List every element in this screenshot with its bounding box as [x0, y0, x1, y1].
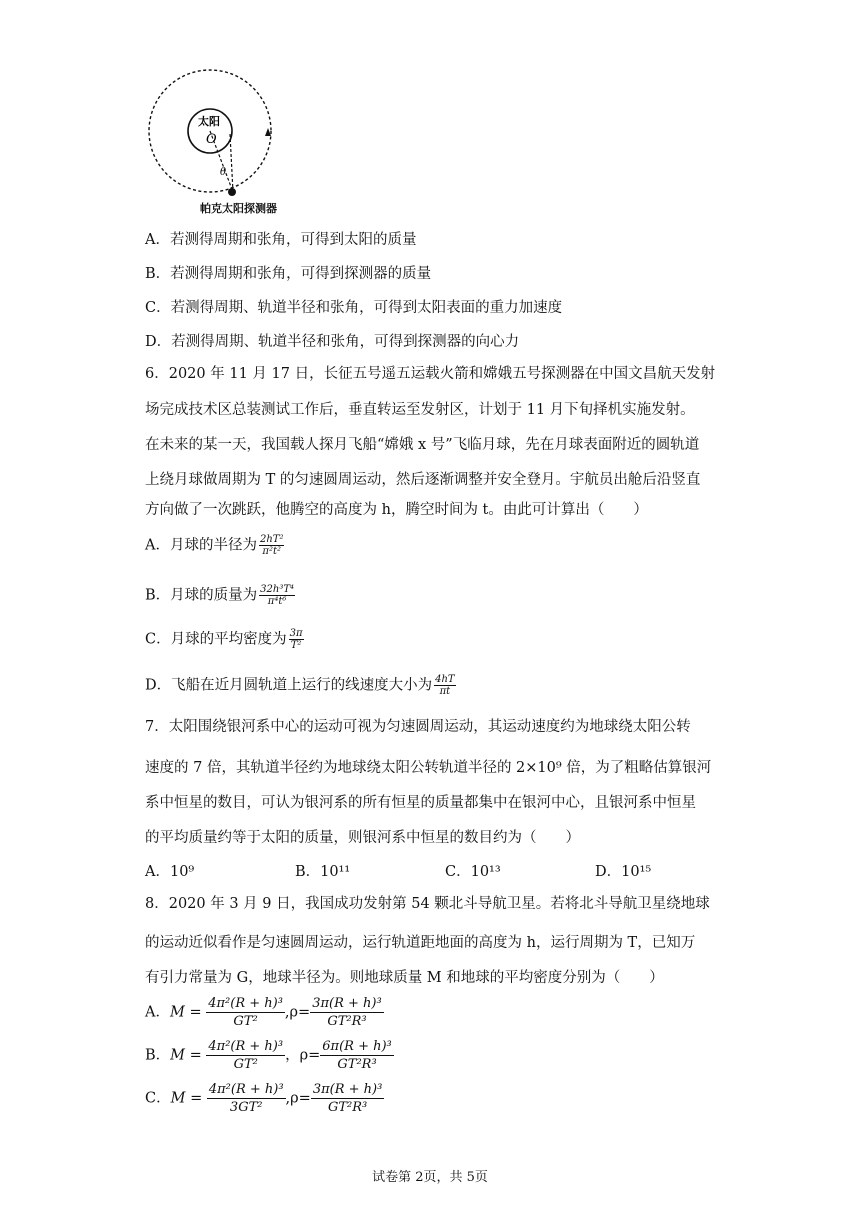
q7-line-2: 速度的 7 倍，其轨道半径约为地球绕太阳公转轨道半径的 2×10⁹ 倍，为了粗略估算银河 [145, 760, 712, 776]
angle-label: θ [220, 167, 227, 178]
q6-line-4: 上绕月球做周期为 T 的匀速圆周运动，然后逐渐调整并安全登月。宇航员出舱后沿竖直 [145, 472, 701, 488]
q7-line-4: 的平均质量约等于太阳的质量，则银河系中恒星的数目约为（ ） [145, 830, 580, 846]
q5-option-b: B．若测得周期和张角，可得到探测器的质量 [145, 266, 432, 282]
q8-option-b: B．M = $\frac{\text{4π²(R + h)³}}{\text{GT²}}$ ，ρ= $\frac{\text{6π(R + h)³}}{\text{GT²R³}}$ [145, 1039, 392, 1072]
q5-option-a: A．若测得周期和张角，可得到太阳的质量 [145, 232, 417, 248]
q5-option-c: C．若测得周期、轨道半径和张角，可得到太阳表面的重力加速度 [145, 300, 563, 316]
center-label: O [206, 132, 217, 147]
q5-option-d: D．若测得周期、轨道半径和张角，可得到探测器的向心力 [145, 334, 520, 350]
q8-line-3: 有引力常量为 G，地球半径为。则地球质量 M 和地球的平均密度分别为（ ） [145, 970, 664, 986]
q8-line-1: 8．2020 年 3 月 9 日，我国成功发射第 54 颗北斗导航卫星。若将北斗导航卫星绕地球 [145, 896, 710, 912]
q6-line-2: 场完成技术区总装测试工作后，垂直转运至发射区，计划于 11 月下旬择机实施发射。 [145, 402, 695, 418]
q7-line-1: 7．太阳围绕银河系中心的运动可视为匀速圆周运动，其运动速度约为地球绕太阳公转 [145, 719, 691, 735]
q8-option-a: A．M = $\frac{\text{4π²(R + h)³}}{\text{GT²}}$ ,ρ= $\frac{\text{3π(R + h)³}}{\text{GT²R³}}$ [145, 996, 382, 1029]
sun-label: 太阳 [198, 115, 220, 128]
q7-line-3: 系中恒星的数目，可认为银河系的所有恒星的质量都集中在银河中心，且银河系中恒星 [145, 795, 696, 811]
parker-probe-diagram [140, 68, 290, 218]
figure-caption: 帕克太阳探测器 [200, 202, 277, 215]
page-footer: 试卷第 2页，共 5页 [372, 1170, 488, 1185]
q6-option-a: A．月球的半径为 $\frac{\text{2hT²}}{\text{π²t²}}$ [145, 534, 284, 557]
q6-option-c: C．月球的平均密度为 $\frac{3\pi}{\text{T²}}$ [145, 628, 303, 651]
q6-line-3: 在未来的某一天，我国载人探月飞船“嫦娥 x 号”飞临月球，先在月球表面附近的圆轨道 [145, 437, 700, 453]
q7-option-b: B．10¹¹ [295, 864, 351, 880]
q7-option-c: C．10¹³ [445, 864, 501, 880]
q6-option-d: D．飞船在近月圆轨道上运行的线速度大小为 $\frac{4hT}{\pi t}$ [145, 674, 455, 697]
q8-line-2: 的运动近似看作是匀速圆周运动，运行轨道距地面的高度为 h，运行周期为 T，已知万 [145, 935, 696, 951]
q6-line-1: 6．2020 年 11 月 17 日，长征五号遥五运载火箭和嫦娥五号探测器在中国文昌航天发射 [145, 366, 716, 382]
q6-option-b: B．月球的质量为 $\frac{\text{32h³T⁴}}{\text{π⁴t⁶}}$ [145, 584, 295, 607]
q7-option-d: D．10¹⁵ [595, 864, 652, 880]
q8-option-c: C．M = $\frac{\text{4π²(R + h)³}}{\text{3GT²}}$ ,ρ= $\frac{\text{3π(R + h)³}}{\text{GT²R³}}$ [145, 1082, 383, 1115]
q6-line-5: 方向做了一次跳跃，他腾空的高度为 h，腾空时间为 t。由此可计算出（ ） [145, 502, 648, 518]
q7-option-a: A．10⁹ [145, 864, 195, 880]
